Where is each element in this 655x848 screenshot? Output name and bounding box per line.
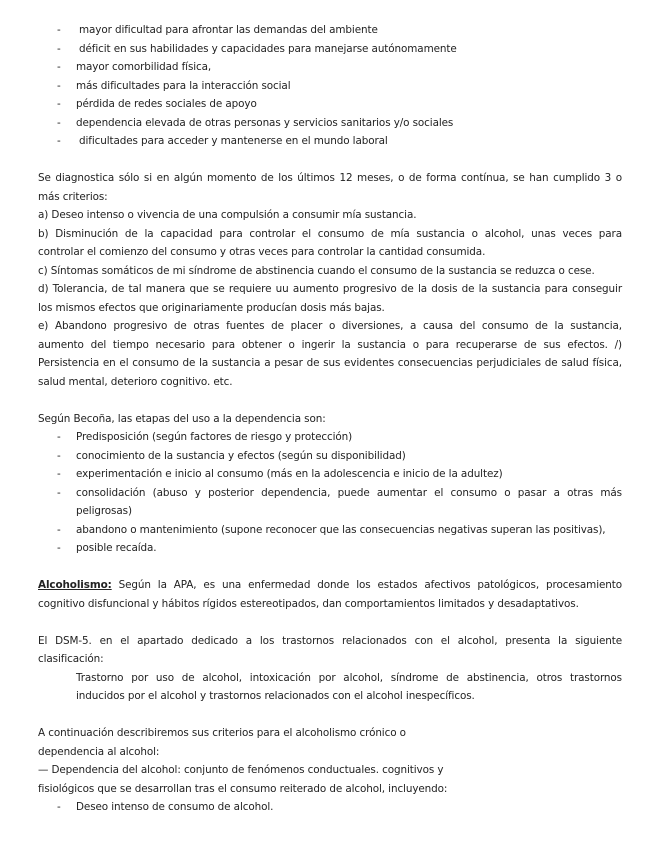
alcoholismo-def-text: Según la APA, es una enfermedad donde los estados afectivos patológicos, procesamiento [118,579,623,591]
list-bullet: - [57,61,61,73]
list-item: conocimiento de la sustancia y efectos (según su disponibilidad) [76,450,406,462]
list-bullet: - [57,801,61,813]
list-bullet: - [57,468,61,480]
list-bullet: - [57,487,61,499]
list-item: dificultades para acceder y mantenerse en el mundo laboral [79,135,388,147]
list-item: mayor dificultad para afrontar las demandas del ambiente [79,24,378,36]
criterion-b: b) Disminución de la capacidad para controlar el consumo de mía sustancia o alcohol, unas veces para [38,228,622,240]
list-bullet: - [57,98,61,110]
list-bullet: - [57,117,61,129]
criterion-e-cont: aumento del tiempo necesario para obtener o ingerir la sustancia o para recuperarse de sus efectos. /) [38,339,622,351]
list-bullet: - [57,43,61,55]
continuacion-line: dependencia al alcohol: [38,746,160,758]
dsm-classification-cont: inducidos por el alcohol y trastornos relacionados con el alcohol inespecíficos. [76,690,475,702]
alcoholismo-term: Alcoholismo: [38,579,112,591]
dsm-paragraph-cont: clasificación: [38,653,104,665]
list-item-cont: peligrosas) [76,505,132,517]
list-bullet: - [57,80,61,92]
continuacion-line: — Dependencia del alcohol: conjunto de fenómenos conductuales. cognitivos y [38,764,444,776]
criterion-b-cont: controlar el comienzo del consumo y otras veces para controlar la cantidad consumida. [38,246,486,258]
list-bullet: - [57,24,61,36]
dsm-paragraph: El DSM-5. en el apartado dedicado a los trastornos relacionados con el alcohol, presenta la siguiente [38,635,622,647]
list-bullet: - [57,431,61,443]
criterion-d-cont: los mismos efectos que originariamente producían dosis más bajas. [38,302,385,314]
continuacion-line: fisiológicos que se desarrollan tras el consumo reiterado de alcohol, incluyendo: [38,783,448,795]
alcoholismo-definition [38,577,622,593]
list-item: Predisposición (según factores de riesgo y protección) [76,431,353,443]
criteria-intro-cont: más criterios: [38,191,108,203]
dsm-classification: Trastorno por uso de alcohol, intoxicación por alcohol, síndrome de abstinencia, otros trastornos [76,672,622,684]
list-bullet: - [57,542,61,554]
list-item: consolidación (abuso y posterior dependencia, puede aumentar el consumo o pasar a otras más [76,487,622,499]
criterion-f-cont: salud mental, deterioro cognitivo. etc. [38,376,233,388]
criterion-a: a) Deseo intenso o vivencia de una compulsión a consumir mía sustancia. [38,209,417,221]
list-item: mayor comorbilidad física, [76,61,212,73]
criteria-intro: Se diagnostica sólo si en algún momento de los últimos 12 meses, o de forma contínua, se han cumplido 3 o [38,172,622,184]
list-bullet: - [57,524,61,536]
list-bullet: - [57,135,61,147]
list-item: Deseo intenso de consumo de alcohol. [76,801,274,813]
becona-intro: Según Becoña, las etapas del uso a la dependencia son: [38,413,326,425]
list-item: posible recaída. [76,542,157,554]
list-item: dependencia elevada de otras personas y servicios sanitarios y/o sociales [76,117,454,129]
list-item: pérdida de redes sociales de apoyo [76,98,257,110]
criterion-d: d) Tolerancia, de tal manera que se requiere uu aumento progresivo de la dosis de la sustancia para conseguir [38,283,622,295]
list-item: experimentación e inicio al consumo (más en la adolescencia e inicio de la adultez) [76,468,503,480]
continuacion-line: A continuación describiremos sus criterios para el alcoholismo crónico o [38,727,406,739]
alcoholismo-definition-cont: cognitivo disfuncional y hábitos rígidos estereotipados, dan comportamientos limitados y desadaptativos. [38,598,579,610]
list-item: déficit en sus habilidades y capacidades para manejarse autónomamente [79,43,457,55]
list-bullet: - [57,450,61,462]
list-item: abandono o mantenimiento (supone reconocer que las consecuencias negativas superan las positivas), [76,524,606,536]
criterion-e: e) Abandono progresivo de otras fuentes de placer o diversiones, a causa del consumo de la sustancia, [38,320,622,332]
criterion-c: c) Síntomas somáticos de mi síndrome de abstinencia cuando el consumo de la sustancia se reduzca o cese. [38,265,595,277]
criterion-f: Persistencia en el consumo de la sustancia a pesar de sus evidentes consecuencias perjudiciales de salud física, [38,357,622,369]
list-item: más dificultades para la interacción social [76,80,291,92]
